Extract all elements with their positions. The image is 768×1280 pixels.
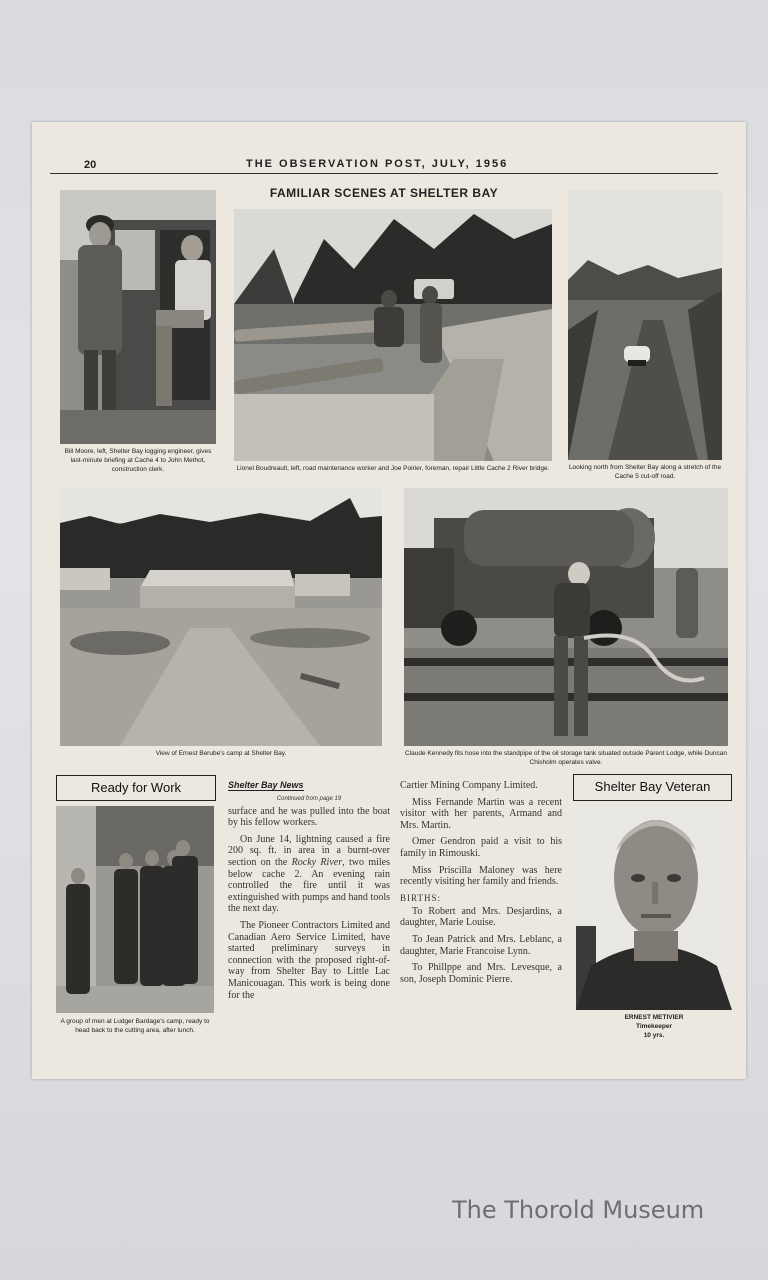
photo-oil-storage [404, 488, 728, 746]
photo-veteran-portrait [576, 806, 732, 1010]
veteran-name: ERNEST METIVIER [624, 1014, 684, 1021]
photo-bridge-repair [234, 209, 552, 461]
ready-for-work-heading: Ready for Work [56, 775, 216, 801]
news-paragraph-fire: On June 14, lightning caused a fire 200 sq. ft. in area in a burnt-over section on the Rocky River, two miles below cache 2. An evening rain controlled the fire until it was extinguished with pumps and hand tools the next day. [228, 833, 390, 915]
caption-ready-for-work: A group of men at Ludger Bardage's camp, ready to head back to the cutting area, after lunch. [60, 1018, 210, 1034]
section-title: FAMILIAR SCENES AT SHELTER BAY [269, 186, 499, 200]
birth-notice: To Jean Patrick and Mrs. Leblanc, a daughter, Marie Francoise Lynn. [400, 933, 562, 957]
births-heading: BIRTHS: [400, 892, 441, 903]
news-paragraph: Miss Fernande Martin was a recent visitor with her parents, Armand and Mrs. Martin. [400, 796, 562, 831]
birth-notice: To Phillppe and Mrs. Levesque, a son, Joseph Dominic Pierre. [400, 962, 562, 985]
veteran-years: 10 yrs. [643, 1032, 665, 1039]
veteran-caption [576, 1013, 732, 1040]
museum-watermark: The Thorold Museum [452, 1196, 705, 1224]
news-column-2 [400, 780, 562, 990]
header-rule [50, 173, 718, 174]
news-paragraph: Cartier Mining Company Limited. [400, 780, 538, 791]
caption-bridge-repair: Lionel Boudreault, left, road maintenance worker and Joe Poirier, foreman, repair Little Cache 2 River bridge. [236, 465, 550, 472]
continued-note: Continued from page 19 [276, 795, 342, 802]
news-heading: Shelter Bay News [228, 780, 304, 790]
page-number: 20 [84, 159, 97, 171]
photo-berube-camp [60, 488, 382, 746]
photo-cut-off-road [568, 190, 722, 460]
caption-berube-camp: View of Ernest Berube's camp at Shelter Bay. [155, 750, 287, 757]
photo-ready-for-work [56, 806, 214, 1013]
birth-notice: To Robert and Mrs. Desjardins, a daughter, Marie Louise. [400, 905, 562, 929]
news-paragraph: Omer Gendron paid a visit to his family in Rimouski. [400, 836, 562, 859]
caption-briefing: Bill Moore, left, Shelter Bay logging engineer, gives last-minute briefing at Cache 4 to John Methot, construction clerk. [64, 448, 212, 473]
news-column-1 [228, 780, 390, 1006]
news-paragraph: Miss Priscilla Maloney was here recently visiting her family and friends. [400, 864, 562, 888]
veteran-role: Timekeeper [635, 1023, 672, 1030]
caption-oil-storage: Claude Kennedy fits hose into the standpipe of the oil storage tank situated outside Parent Lodge, while Duncan Chisholm operates valve. [405, 750, 727, 766]
masthead: THE OBSERVATION POST, JULY, 1956 [246, 158, 509, 170]
news-paragraph: surface and he was pulled into the boat by his fellow workers. [228, 805, 390, 829]
news-paragraph: The Pioneer Contractors Limited and Canadian Aero Service Limited, have started preliminary surveys in connection with the proposed right-of-way from Shelter Bay to Little Lac Manicouagan. This work is being done for the [228, 919, 390, 1001]
caption-cut-off-road: Looking north from Shelter Bay along a stretch of the Cache 5 cut-off road. [568, 464, 722, 480]
photo-briefing [60, 190, 216, 444]
veteran-heading: Shelter Bay Veteran [573, 774, 732, 801]
